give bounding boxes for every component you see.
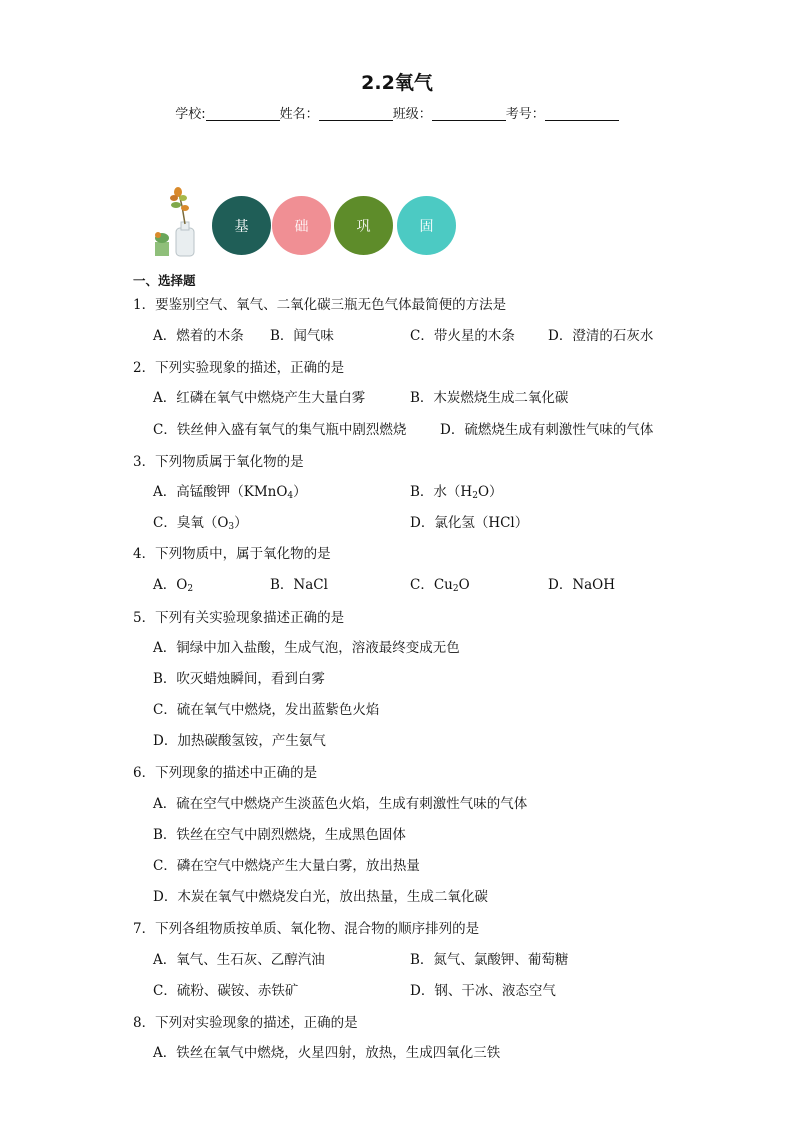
q2-option-b[interactable]: B．木炭燃烧生成二氧化碳: [410, 390, 569, 406]
q4-option-d[interactable]: D．NaOH: [548, 577, 616, 593]
q2-option-a[interactable]: A．红磷在氧气中燃烧产生大量白雾: [153, 390, 366, 406]
exam-no-label: 考号：: [505, 107, 545, 122]
q6-option-c[interactable]: C．磷在空气中燃烧产生大量白雾，放出热量: [153, 858, 420, 874]
q7-option-d[interactable]: D．钢、干冰、液态空气: [410, 983, 556, 999]
q5-option-b[interactable]: B．吹灭蜡烛瞬间，看到白雾: [153, 671, 325, 687]
section-title: 一、选择题: [133, 273, 196, 288]
q3-option-d[interactable]: D．氯化氢（HCl）: [410, 515, 529, 531]
q1-option-b[interactable]: B．闻气味: [270, 328, 334, 344]
q5-option-c[interactable]: C．硫在氧气中燃烧，发出蓝紫色火焰: [153, 702, 380, 718]
question-7-stem: 7．下列各组物质按单质、氧化物、混合物的顺序排列的是: [133, 921, 480, 937]
class-blank[interactable]: [432, 106, 506, 121]
q6-option-a[interactable]: A．硫在空气中燃烧产生淡蓝色火焰，生成有刺激性气味的气体: [153, 796, 528, 812]
q4-option-b[interactable]: B．NaCl: [270, 577, 328, 593]
badge-gu: 固: [397, 196, 456, 255]
class-label: 班级：: [392, 107, 432, 122]
name-label: 姓名：: [279, 107, 319, 122]
q1-option-c[interactable]: C．带火星的木条: [410, 328, 515, 344]
q1-option-d[interactable]: D．澄清的石灰水: [548, 328, 654, 344]
q5-option-a[interactable]: A．铜绿中加入盐酸，生成气泡，溶液最终变成无色: [153, 640, 460, 656]
question-2-stem: 2．下列实验现象的描述，正确的是: [133, 360, 345, 376]
q3-option-c[interactable]: C．臭氧$(O_3)$: [153, 515, 248, 532]
badge-ji: 基: [212, 196, 271, 255]
q4-option-c[interactable]: C．$Cu_2O$: [410, 577, 470, 594]
question-6-stem: 6．下列现象的描述中正确的是: [133, 765, 318, 781]
question-8-stem: 8．下列对实验现象的描述，正确的是: [133, 1015, 358, 1031]
question-5-stem: 5．下列有关实验现象描述正确的是: [133, 610, 345, 626]
name-blank[interactable]: [319, 106, 393, 121]
q7-option-a[interactable]: A．氧气、生石灰、乙醇汽油: [153, 952, 325, 968]
question-1-stem: 1．要鉴别空气、氧气、二氧化碳三瓶无色气体最简便的方法是: [133, 297, 507, 313]
question-4-stem: 4．下列物质中，属于氧化物的是: [133, 546, 331, 562]
badge-gong: 巩: [334, 196, 393, 255]
page-title: 2.2氧气: [361, 72, 433, 94]
q4-option-a[interactable]: A．$O_2$: [153, 577, 194, 594]
badge-chu: 础: [272, 196, 331, 255]
q7-option-c[interactable]: C．硫粉、碳铵、赤铁矿: [153, 983, 299, 999]
q1-option-a[interactable]: A．燃着的木条: [153, 328, 244, 344]
school-label: 学校:: [175, 107, 206, 122]
q6-option-d[interactable]: D．木炭在氧气中燃烧发白光，放出热量，生成二氧化碳: [153, 889, 488, 905]
q7-option-b[interactable]: B．氮气、氯酸钾、葡萄糖: [410, 952, 569, 968]
q3-option-b[interactable]: B．水$(H_2O)$: [410, 484, 503, 501]
question-3-stem: 3．下列物质属于氧化物的是: [133, 454, 304, 470]
q6-option-b[interactable]: B．铁丝在空气中剧烈燃烧，生成黑色固体: [153, 827, 406, 843]
q8-option-a[interactable]: A．铁丝在氧气中燃烧，火星四射，放热，生成四氧化三铁: [153, 1045, 501, 1061]
q2-option-d[interactable]: D．硫燃烧生成有刺激性气味的气体: [440, 422, 654, 438]
student-info-line: [0, 103, 794, 122]
q2-option-c[interactable]: C．铁丝伸入盛有氧气的集气瓶中剧烈燃烧: [153, 422, 407, 438]
school-blank[interactable]: [206, 106, 280, 121]
exam-no-blank[interactable]: [545, 106, 619, 121]
potted-plant-icon: [152, 184, 202, 258]
q3-option-a[interactable]: A．高锰酸钾（KMnO$_4$）: [153, 484, 307, 501]
q5-option-d[interactable]: D．加热碳酸氢铵，产生氨气: [153, 733, 326, 749]
